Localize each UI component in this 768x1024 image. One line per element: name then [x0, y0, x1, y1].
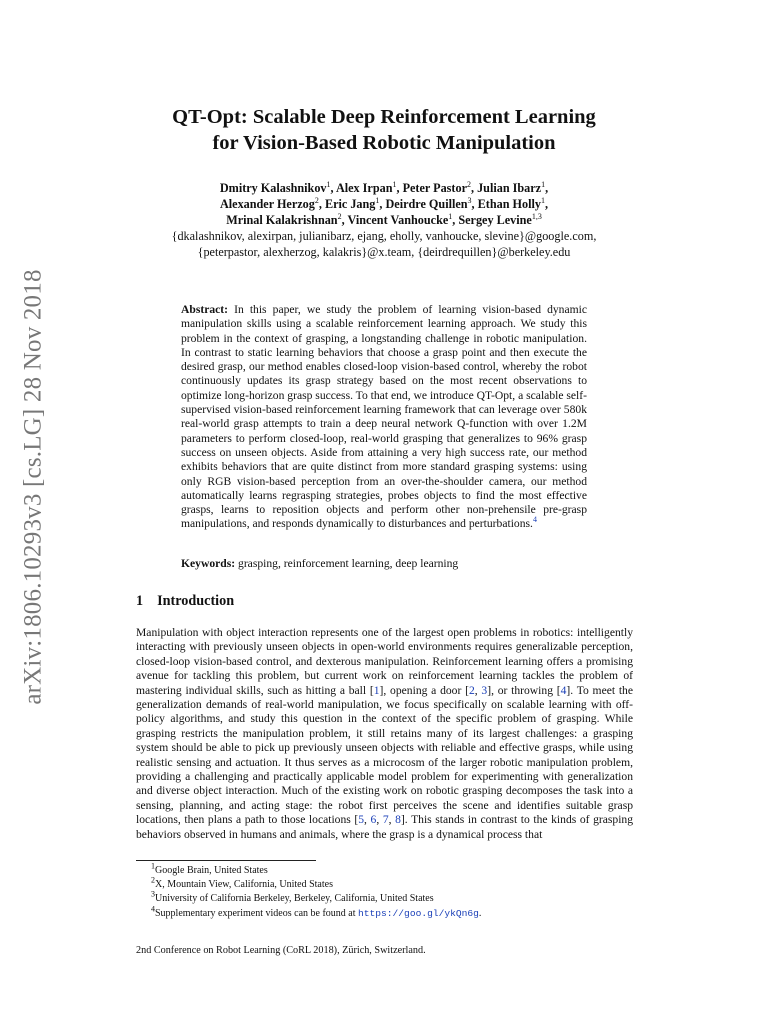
intro-text: Manipulation with object interaction represents one of the largest open problems in robotics: intelligently interacting with previously unseen objects in open-world environments requires generalizable perception, closed-loop vision-based control, and dexterous manipulation. Reinforcement learning offers a promising avenue for tackling this problem, but current work on reinforcement learning tackles the problem of mastering individual skills, such as hitting a ball [ — [136, 626, 633, 697]
arxiv-identifier: arXiv:1806.10293v3 [cs.LG] 28 Nov 2018 — [20, 269, 48, 705]
author-separator: , — [452, 213, 459, 227]
section-title: Introduction — [157, 593, 235, 609]
author-separator: , — [396, 181, 403, 195]
introduction-paragraph — [136, 626, 633, 842]
author-separator: , — [544, 197, 549, 211]
author-name: Ethan Holly — [477, 197, 541, 211]
intro-text: , — [364, 813, 371, 827]
author-affiliation-mark: 1 — [375, 195, 380, 205]
author-separator: , — [471, 197, 478, 211]
intro-text: , — [388, 813, 396, 827]
author-name: Vincent Vanhoucke — [347, 213, 449, 227]
author-name: Dmitry Kalashnikov — [219, 181, 327, 195]
author-separator: , — [470, 181, 478, 195]
author-name: Sergey Levine — [458, 213, 532, 227]
citation-link[interactable]: 6 — [370, 813, 377, 827]
citation-link[interactable]: 8 — [395, 813, 401, 827]
author-emails-2: {peterpastor, alexherzog, kalakris}@x.team, {deirdrequillen}@berkeley.edu — [197, 245, 571, 259]
author-line-2 — [120, 196, 648, 212]
citation-link[interactable]: 4 — [560, 683, 567, 697]
title-line-1: QT-Opt: Scalable Deep Reinforcement Learning — [172, 106, 596, 128]
footnote-divider — [136, 860, 316, 861]
intro-text: ]. To meet the generalization demands of real-world manipulation, we focus specifically on scalable learning with off-policy algorithms, and study this question in the context of the specific problem of grasping. While grasping restricts the manipulation problem, it still retains many of its largest challenges: a grasping system should be able to pick up previously unseen objects with reliable and effective grasps, while using realistic sensing and actuation. It thus serves as a microcosm of the larger robotic manipulation problem, providing a challenging and practically applicable model problem for experimenting with generalization and diverse object interaction. Much of the existing work on robotic grasping decomposes the task into a sensing, planning, and acting stage: the robot first perceives the scene and identifies suitable grasp locations, then plans a path to those locations [ — [136, 683, 634, 827]
citation-link[interactable]: 2 — [468, 683, 475, 697]
footnote-period: . — [478, 907, 482, 919]
abstract-footnote-mark[interactable]: 4 — [532, 515, 537, 525]
abstract — [181, 303, 587, 532]
author-affiliation-mark: 1 — [392, 179, 397, 189]
citation-link[interactable]: 1 — [373, 683, 380, 697]
citation-link[interactable]: 5 — [358, 813, 365, 827]
author-affiliation-mark: 1,3 — [531, 211, 542, 221]
conference-note: 2nd Conference on Robot Learning (CoRL 2018), Zürich, Switzerland. — [136, 945, 426, 956]
intro-text: , — [376, 813, 383, 827]
citation-link[interactable]: 3 — [481, 683, 488, 697]
author-name: Deirdre Quillen — [385, 197, 468, 211]
author-name: Julian Ibarz — [477, 181, 542, 195]
footnote-text: University of California Berkeley, Berkeley, California, United States — [155, 893, 434, 905]
footnote-mark: 4 — [151, 904, 155, 914]
title-line-2: for Vision-Based Robotic Manipulation — [212, 132, 556, 154]
author-separator: , — [341, 213, 348, 227]
author-separator: , — [379, 197, 386, 211]
author-affiliation-mark: 1 — [541, 179, 546, 189]
keywords-text: grasping, reinforcement learning, deep learning — [238, 557, 459, 570]
keywords-label: Keywords: — [181, 557, 236, 570]
author-name: Mrinal Kalakrishnan — [226, 213, 338, 227]
footnote-item — [151, 875, 631, 892]
footnote-text: Supplementary experiment videos can be found at — [155, 907, 358, 919]
abstract-label: Abstract: — [181, 303, 229, 316]
footnote-text: X, Mountain View, California, United States — [155, 879, 333, 891]
author-separator: , — [545, 181, 549, 195]
author-separator: , — [330, 181, 336, 195]
author-block — [120, 180, 648, 260]
author-separator: , — [318, 197, 325, 211]
footnote-item — [151, 904, 631, 921]
author-affiliation-mark: 1 — [540, 195, 545, 205]
footnote-text: Google Brain, United States — [155, 865, 268, 876]
keywords — [181, 557, 587, 571]
footnote-url-link[interactable]: https://goo.gl/ykQn6g — [358, 907, 479, 919]
section-heading — [136, 593, 234, 610]
author-affiliation-mark: 2 — [466, 179, 471, 189]
footnote-item — [151, 861, 631, 878]
author-affiliation-mark: 2 — [314, 195, 319, 205]
section-number: 1 — [136, 593, 144, 609]
footnote-item — [151, 892, 631, 906]
author-affiliation-mark: 1 — [448, 211, 453, 221]
author-line-3 — [120, 212, 648, 228]
author-name: Alexander Herzog — [219, 197, 315, 211]
footnote-mark: 2 — [151, 875, 155, 885]
footnotes — [151, 861, 631, 921]
author-name: Alex Irpan — [335, 181, 393, 195]
intro-text: ], or throwing [ — [487, 683, 561, 697]
author-emails-1: {dkalashnikov, alexirpan, julianibarz, ejang, eholly, vanhoucke, slevine}@google.com, — [171, 229, 597, 243]
author-affiliation-mark: 3 — [467, 195, 472, 205]
paper-title — [100, 104, 668, 156]
intro-text: , — [474, 683, 482, 697]
author-line-1 — [120, 180, 648, 196]
intro-text: ]. This stands in contrast to the kinds of grasping behaviors observed in humans and animals, where the grasp is a dynamical process that — [136, 813, 634, 841]
author-name: Peter Pastor — [402, 181, 467, 195]
citation-link[interactable]: 7 — [382, 813, 389, 827]
author-affiliation-mark: 2 — [337, 211, 342, 221]
footnote-mark: 1 — [151, 861, 155, 871]
author-affiliation-mark: 1 — [326, 179, 331, 189]
author-name: Eric Jang — [324, 197, 376, 211]
intro-text: ], opening a door [ — [379, 683, 469, 697]
footnote-mark: 3 — [151, 890, 155, 900]
arxiv-side-stamp — [14, 269, 54, 705]
abstract-text: In this paper, we study the problem of learning vision-based dynamic manipulation skills using a scalable reinforcement learning approach. We study this problem in the context of grasping, a longstanding challenge in robotic manipulation. In contrast to static learning behaviors that choose a grasp point and then execute the desired grasp, our method enables closed-loop vision-based control, whereby the robot continuously updates its grasp strategy based on the most recent observations to optimize long-horizon grasp success. To that end, we introduce QT-Opt, a scalable self-supervised vision-based reinforcement learning framework that can leverage over 580k real-world grasp attempts to train a deep neural network Q-function with over 1.2M parameters to perform closed-loop, real-world grasping that generalizes to 96% grasp success on unseen objects. Aside from attaining a very high success rate, our method exhibits behaviors that are quite distinct from more standard grasping systems: using only RGB vision-based perception from an over-the-shoulder camera, our method automatically learns regrasping strategies, probes objects to find the most effective grasps, learns to reposition objects and perform other non-prehensile pre-grasp manipulations, and responds dynamically to disturbances and perturbations. — [181, 303, 587, 531]
